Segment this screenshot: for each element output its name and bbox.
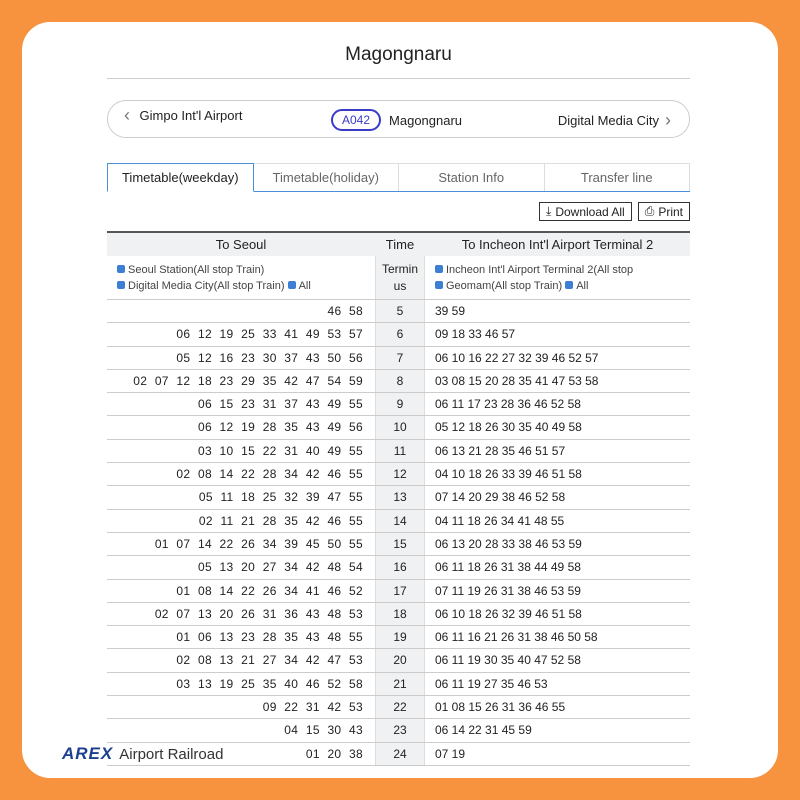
to-seoul-times: 02 08 14 22 28 34 42 46 55	[176, 467, 363, 482]
table-header	[107, 231, 690, 256]
hour-cell: 14	[375, 510, 425, 532]
table-row	[107, 580, 690, 603]
table-row	[107, 463, 690, 486]
tab-transfer-line[interactable]: Transfer line	[545, 163, 691, 191]
to-incheon-times: 09 18 33 46 57	[435, 327, 516, 342]
to-incheon-times: 06 11 19 30 35 40 47 52 58	[435, 653, 581, 668]
download-all-button[interactable]	[539, 202, 632, 221]
checkbox-icon[interactable]	[435, 265, 443, 273]
filter-label: All	[576, 280, 589, 292]
table-row	[107, 486, 690, 509]
filter-row	[107, 256, 690, 300]
table-row	[107, 719, 690, 742]
chevron-right-icon: ›	[665, 110, 671, 130]
to-incheon-times: 03 08 15 20 28 35 41 47 53 58	[435, 373, 599, 388]
chevron-left-icon: ‹	[124, 105, 130, 125]
to-incheon-times: 06 11 17 23 28 36 46 52 58	[435, 397, 581, 412]
to-incheon-times: 01 08 15 26 31 36 46 55	[435, 700, 566, 715]
arex-logo	[62, 744, 227, 764]
page-title: Magongnaru	[107, 44, 690, 79]
to-seoul-times: 02 08 13 21 27 34 42 47 53	[176, 653, 363, 668]
tab-bar	[107, 163, 690, 192]
to-seoul-times: 02 07 13 20 26 31 36 43 48 53	[154, 606, 363, 621]
hour-cell: 5	[375, 300, 425, 322]
prev-station-button[interactable]	[124, 105, 246, 126]
to-incheon-times: 07 19	[435, 746, 466, 761]
to-incheon-times: 07 11 19 26 31 38 46 53 59	[435, 583, 581, 598]
print-label: Print	[658, 204, 683, 219]
to-seoul-times: 06 12 19 25 33 41 49 53 57	[176, 327, 363, 342]
checkbox-icon[interactable]	[117, 281, 125, 289]
to-seoul-times: 05 13 20 27 34 42 48 54	[197, 560, 363, 575]
hour-cell: 8	[375, 370, 425, 392]
to-incheon-times: 04 10 18 26 33 39 46 51 58	[435, 467, 582, 482]
to-seoul-times: 46 58	[327, 304, 363, 318]
hour-cell: 13	[375, 486, 425, 508]
to-seoul-times: 02 11 21 28 35 42 46 55	[198, 513, 363, 528]
terminus-label: Terminus	[375, 256, 425, 299]
tab-timetable-holiday[interactable]: Timetable(holiday)	[254, 163, 400, 191]
to-incheon-times: 06 11 18 26 31 38 44 49 58	[435, 560, 581, 575]
header-to-seoul: To Seoul	[215, 237, 267, 252]
filter-label: Digital Media City(All stop Train)	[128, 280, 285, 292]
checkbox-icon[interactable]	[288, 281, 296, 289]
to-incheon-times: 06 10 16 22 27 32 39 46 52 57	[435, 350, 599, 365]
checkbox-icon[interactable]	[117, 265, 125, 273]
table-row	[107, 393, 690, 416]
station-code-badge: A042	[331, 109, 381, 131]
download-icon: ⤓	[546, 204, 552, 218]
table-row	[107, 603, 690, 626]
to-seoul-times: 01 08 14 22 26 34 41 46 52	[176, 583, 363, 598]
left-filters	[107, 256, 375, 299]
to-seoul-times: 01 07 14 22 26 34 39 45 50 55	[154, 536, 363, 551]
print-button[interactable]	[638, 202, 690, 221]
filter-seoul-station[interactable]	[117, 262, 375, 278]
hour-cell: 23	[375, 719, 425, 741]
filter-all-left[interactable]	[288, 280, 311, 292]
to-incheon-times: 06 11 16 21 26 31 38 46 50 58	[435, 630, 598, 645]
hour-cell: 7	[375, 347, 425, 369]
hour-cell: 9	[375, 393, 425, 415]
arex-brand: AREX	[62, 744, 114, 763]
hour-cell: 6	[375, 323, 425, 345]
header-to-incheon: To Incheon Int'l Airport Terminal 2	[461, 237, 654, 252]
table-row	[107, 673, 690, 696]
to-seoul-times: 04 15 30 43	[284, 723, 363, 738]
prev-station-label: Gimpo Int'l Airport	[139, 107, 243, 123]
to-seoul-times: 06 12 19 28 35 43 49 56	[197, 420, 363, 435]
hour-cell: 20	[375, 649, 425, 671]
current-station-label: Magongnaru	[389, 112, 463, 128]
to-seoul-times: 03 13 19 25 35 40 46 52 58	[176, 676, 363, 691]
to-seoul-times: 06 15 23 31 37 43 49 55	[197, 397, 363, 412]
table-row	[107, 649, 690, 672]
tab-station-info[interactable]: Station Info	[399, 163, 545, 191]
hour-cell: 16	[375, 556, 425, 578]
station-navigator	[107, 100, 690, 138]
header-time: Time	[385, 237, 415, 252]
download-all-label: Download All	[555, 204, 625, 219]
table-row	[107, 556, 690, 579]
to-seoul-times: 05 12 16 23 30 37 43 50 56	[176, 350, 363, 365]
to-incheon-times: 04 11 18 26 34 41 48 55	[435, 513, 565, 528]
filter-label: All	[298, 280, 311, 292]
table-row	[107, 347, 690, 370]
logo-text: Airport Railroad	[119, 745, 224, 763]
printer-icon: ⎙	[644, 204, 655, 218]
to-incheon-times: 06 11 19 27 35 46 53	[435, 676, 548, 691]
filter-label: Geomam(All stop Train)	[446, 280, 563, 292]
to-seoul-times: 01 06 13 23 28 35 43 48 55	[176, 630, 363, 645]
to-incheon-times: 06 13 21 28 35 46 51 57	[435, 443, 566, 458]
to-seoul-times: 03 10 15 22 31 40 49 55	[197, 443, 363, 458]
to-incheon-times: 07 14 20 29 38 46 52 58	[435, 490, 566, 505]
filter-dmc[interactable]	[117, 280, 285, 292]
filter-label: Seoul Station(All stop Train)	[128, 264, 265, 276]
table-row	[107, 510, 690, 533]
table-row	[107, 626, 690, 649]
page-card	[22, 22, 778, 778]
to-seoul-times: 05 11 18 25 32 39 47 55	[198, 490, 363, 505]
to-incheon-times: 06 13 20 28 33 38 46 53 59	[435, 536, 582, 551]
filter-all-right[interactable]	[565, 280, 588, 292]
table-row	[107, 370, 690, 393]
filter-geomam[interactable]	[435, 280, 562, 292]
filter-label: Incheon Int'l Airport Terminal 2(All stop	[446, 264, 634, 276]
hour-cell: 19	[375, 626, 425, 648]
hour-cell: 24	[375, 743, 425, 765]
to-seoul-times: 01 20 38	[305, 746, 363, 761]
hour-cell: 21	[375, 673, 425, 695]
timetable	[107, 231, 690, 766]
table-row	[107, 696, 690, 719]
filter-incheon-t2[interactable]	[435, 262, 690, 278]
table-row	[107, 440, 690, 463]
next-station-label: Digital Media City	[557, 113, 659, 128]
tab-timetable-weekday[interactable]: Timetable(weekday)	[107, 163, 254, 192]
table-body	[107, 300, 690, 766]
to-incheon-times: 39 59	[435, 304, 466, 318]
hour-cell: 15	[375, 533, 425, 555]
table-row	[107, 300, 690, 323]
to-seoul-times: 02 07 12 18 23 29 35 42 47 54 59	[133, 373, 363, 388]
next-station-button[interactable]	[558, 110, 671, 131]
hour-cell: 22	[375, 696, 425, 718]
table-row	[107, 533, 690, 556]
table-row	[107, 323, 690, 346]
checkbox-icon[interactable]	[565, 281, 573, 289]
hour-cell: 17	[375, 580, 425, 602]
to-incheon-times: 05 12 18 26 30 35 40 49 58	[435, 420, 582, 435]
to-seoul-times: 09 22 31 42 53	[262, 700, 363, 715]
to-incheon-times: 06 10 18 26 32 39 46 51 58	[435, 606, 582, 621]
hour-cell: 11	[375, 440, 425, 462]
checkbox-icon[interactable]	[435, 281, 443, 289]
table-row	[107, 416, 690, 439]
hour-cell: 18	[375, 603, 425, 625]
to-incheon-times: 06 14 22 31 45 59	[435, 723, 532, 738]
current-station	[331, 109, 462, 131]
hour-cell: 10	[375, 416, 425, 438]
right-filters	[425, 256, 690, 299]
hour-cell: 12	[375, 463, 425, 485]
